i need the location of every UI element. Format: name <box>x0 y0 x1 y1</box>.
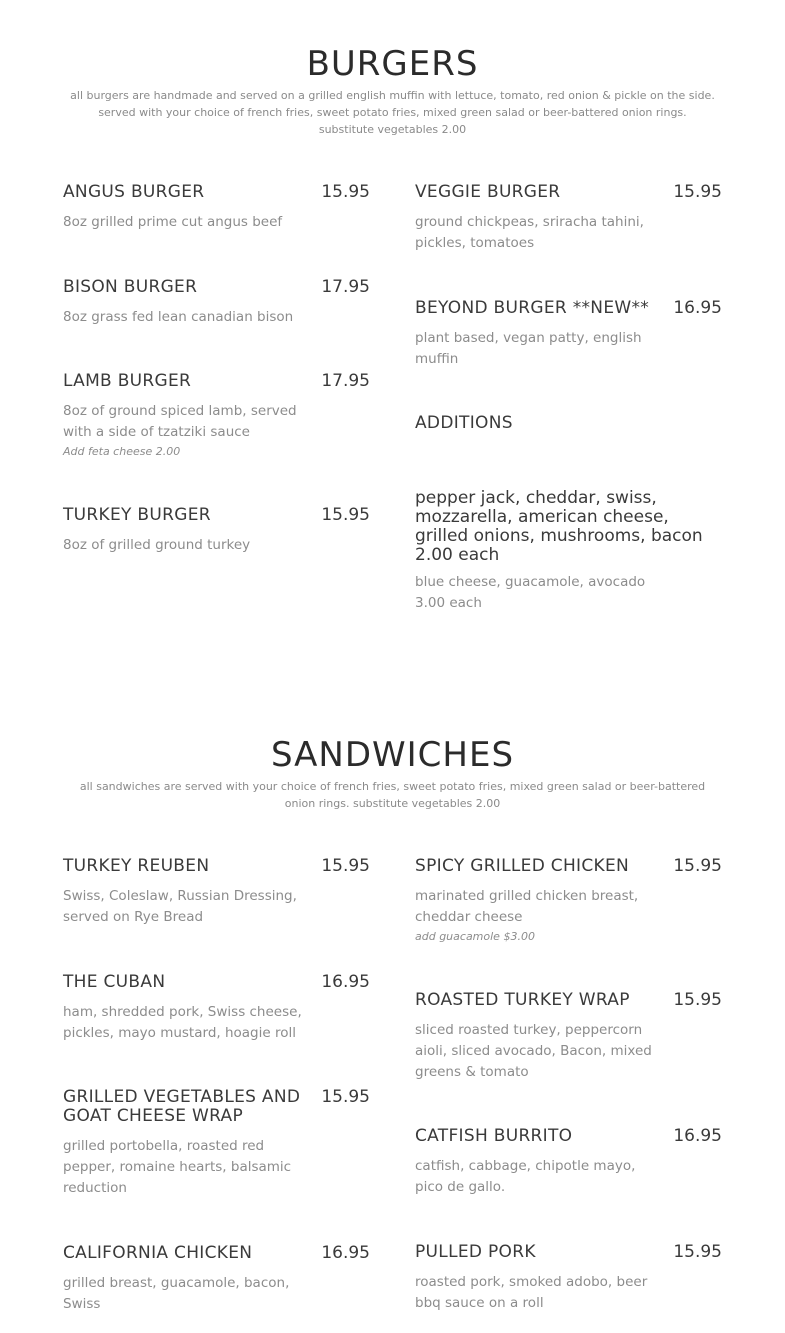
item-price: 17.95 <box>321 371 370 391</box>
item-name: PULLED PORK <box>415 1242 536 1262</box>
item-description: sliced roasted turkey, peppercorn aioli, sliced avocado, Bacon, mixed greens & tomato <box>415 1022 652 1080</box>
additions-extra-price: 3.00 each <box>415 595 482 611</box>
item-description: 8oz of ground spiced lamb, served with a side of tzatziki sauce <box>63 403 297 440</box>
burgers-intro-line: substitute vegetables 2.00 <box>318 123 467 136</box>
item-description: grilled breast, guacamole, bacon, Swiss <box>63 1275 290 1312</box>
menu-item-turkey-reuben <box>63 857 370 928</box>
burgers-intro-line: served with your choice of french fries, sweet potato fries, mixed green salad or beer-battered onion rings. <box>98 106 687 119</box>
menu-item-turkey-burger <box>63 506 370 556</box>
item-description: 8oz grilled prime cut angus beef <box>63 214 283 230</box>
additions-extra-items: blue cheese, guacamole, avocado <box>415 574 646 590</box>
item-price: 15.95 <box>673 990 722 1010</box>
item-name: ANGUS BURGER <box>63 182 205 202</box>
menu-item-veggie-burger <box>415 183 722 254</box>
item-name: BEYOND BURGER **NEW** <box>415 298 650 318</box>
item-name: SPICY GRILLED CHICKEN <box>415 856 630 876</box>
menu-item-pulled-pork <box>415 1243 722 1314</box>
item-name: TURKEY BURGER <box>63 505 211 525</box>
sandwiches-intro-line: onion rings. substitute vegetables 2.00 <box>284 797 501 810</box>
additions-list: pepper jack, cheddar, swiss, mozzarella, american cheese, grilled onions, mushrooms, bacon 2.00 each <box>415 488 703 565</box>
item-description: 8oz grass fed lean canadian bison <box>63 309 294 325</box>
item-description: roasted pork, smoked adobo, beer bbq sauce on a roll <box>415 1274 648 1311</box>
item-name: LAMB BURGER <box>63 371 192 391</box>
sandwiches-intro <box>55 778 730 812</box>
item-name: ROASTED TURKEY WRAP <box>415 990 630 1010</box>
item-name: CATFISH BURRITO <box>415 1126 573 1146</box>
menu-item-the-cuban <box>63 973 370 1044</box>
item-description: marinated grilled chicken breast, cheddar cheese <box>415 888 639 925</box>
item-description: ham, shredded pork, Swiss cheese, pickles, mayo mustard, hoagie roll <box>63 1004 302 1041</box>
item-name: GRILLED VEGETABLES AND GOAT CHEESE WRAP <box>63 1087 301 1126</box>
item-description: ground chickpeas, sriracha tahini, pickles, tomatoes <box>415 214 644 251</box>
menu-item-grilled-vegetables-wrap <box>63 1088 370 1199</box>
item-price: 15.95 <box>321 856 370 876</box>
item-price: 15.95 <box>321 505 370 525</box>
menu-item-spicy-grilled-chicken <box>415 857 722 945</box>
item-price: 15.95 <box>673 1242 722 1262</box>
item-name: TURKEY REUBEN <box>63 856 210 876</box>
menu-item-roasted-turkey-wrap <box>415 991 722 1083</box>
item-description: catfish, cabbage, chipotle mayo, pico de gallo. <box>415 1158 636 1195</box>
menu-item-bison-burger <box>63 278 370 328</box>
additions-extra <box>415 572 675 614</box>
item-price: 15.95 <box>673 856 722 876</box>
burgers-title: BURGERS <box>306 44 479 84</box>
burgers-intro-line: all burgers are handmade and served on a grilled english muffin with lettuce, tomato, red onion & pickle on the side. <box>70 89 715 102</box>
item-name: THE CUBAN <box>63 972 166 992</box>
item-name: CALIFORNIA CHICKEN <box>63 1243 253 1263</box>
item-price: 15.95 <box>321 182 370 202</box>
additions-title: ADDITIONS <box>415 413 513 433</box>
item-name: BISON BURGER <box>63 277 198 297</box>
item-price: 15.95 <box>321 1087 370 1107</box>
item-price: 17.95 <box>321 277 370 297</box>
item-description: 8oz of grilled ground turkey <box>63 537 251 553</box>
menu-item-beyond-burger <box>415 299 722 370</box>
burgers-intro <box>55 87 730 138</box>
item-price: 16.95 <box>321 972 370 992</box>
item-name: VEGGIE BURGER <box>415 182 561 202</box>
item-description: grilled portobella, roasted red pepper, romaine hearts, balsamic reduction <box>63 1138 292 1196</box>
item-description: Swiss, Coleslaw, Russian Dressing, served on Rye Bread <box>63 888 297 925</box>
menu-item-angus-burger <box>63 183 370 233</box>
menu-item-lamb-burger <box>63 372 370 460</box>
sandwiches-title: SANDWICHES <box>270 735 515 775</box>
item-note: add guacamole $3.00 <box>415 930 535 943</box>
item-price: 16.95 <box>673 1126 722 1146</box>
menu-item-catfish-burrito <box>415 1127 722 1198</box>
item-price: 16.95 <box>321 1243 370 1263</box>
item-note: Add feta cheese 2.00 <box>63 445 181 458</box>
item-price: 15.95 <box>673 182 722 202</box>
menu-item-california-chicken <box>63 1244 370 1315</box>
item-description: plant based, vegan patty, english muffin <box>415 330 642 367</box>
item-price: 16.95 <box>673 298 722 318</box>
sandwiches-intro-line: all sandwiches are served with your choice of french fries, sweet potato fries, mixed green salad or beer-battered <box>79 780 706 793</box>
